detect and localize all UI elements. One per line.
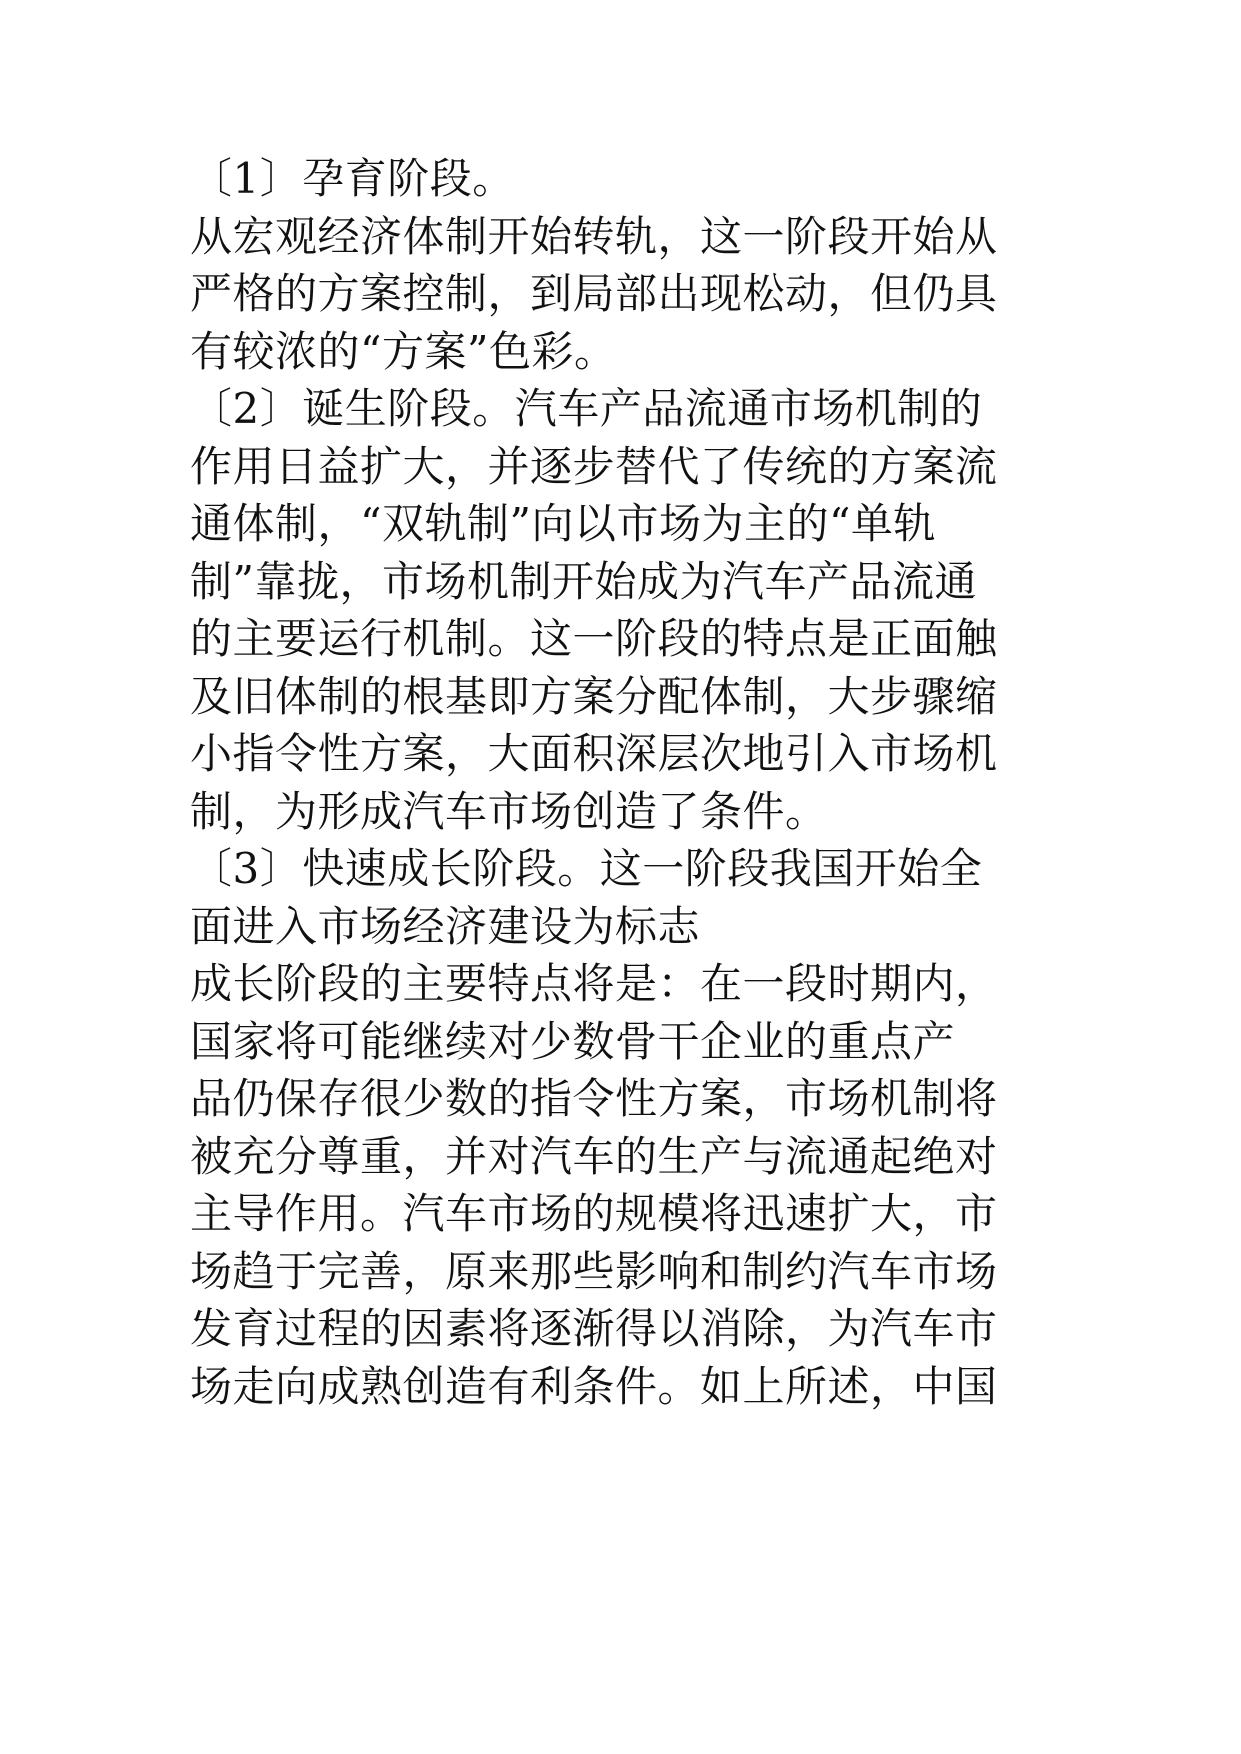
text-line: 及旧体制的根基即方案分配体制，大步骤缩 [190, 671, 998, 721]
text-line: 〔3〕快速成长阶段。这一阶段我国开始全 [190, 844, 983, 893]
text-line: 〔1〕孕育阶段。 [190, 154, 515, 203]
text-line: 国家将可能继续对少数骨干企业的重点产 [190, 1016, 956, 1066]
text-line: 严格的方案控制，到局部出现松动，但仍具 [190, 269, 998, 318]
text-line: 场趋于完善，原来那些影响和制约汽车市场 [190, 1246, 998, 1296]
text-line: 通体制，“双轨制”向以市场为主的“单轨 [190, 499, 936, 548]
text-line: 小指令性方案，大面积深层次地引入市场机 [190, 729, 998, 778]
text-line: 成长阶段的主要特点将是：在一段时期内， [190, 959, 998, 1008]
text-line: 主导作用。汽车市场的规模将迅速扩大，市 [190, 1189, 998, 1238]
text-line: 制，为形成汽车市场创造了条件。 [190, 786, 828, 836]
text-line: 品仍保存很少数的指令性方案，市场机制将 [190, 1074, 998, 1123]
text-line: 〔2〕诞生阶段。汽车产品流通市场机制的 [190, 384, 983, 433]
text-line: 作用日益扩大，并逐步替代了传统的方案流 [190, 441, 998, 491]
document-body [190, 150, 1060, 1415]
text-line: 被充分尊重，并对汽车的生产与流通起绝对 [190, 1131, 998, 1181]
text-line: 场走向成熟创造有利条件。如上所述，中国 [190, 1361, 998, 1411]
text-line: 发育过程的因素将逐渐得以消除，为汽车市 [190, 1304, 998, 1353]
text-line: 有较浓的“方案”色彩。 [190, 326, 617, 376]
text-line: 的主要运行机制。这一阶段的特点是正面触 [190, 614, 998, 663]
text-line: 制”靠拢，市场机制开始成为汽车产品流通 [190, 556, 977, 606]
text-line: 从宏观经济体制开始转轨，这一阶段开始从 [190, 211, 998, 261]
text-line: 面进入市场经济建设为标志 [190, 901, 701, 951]
